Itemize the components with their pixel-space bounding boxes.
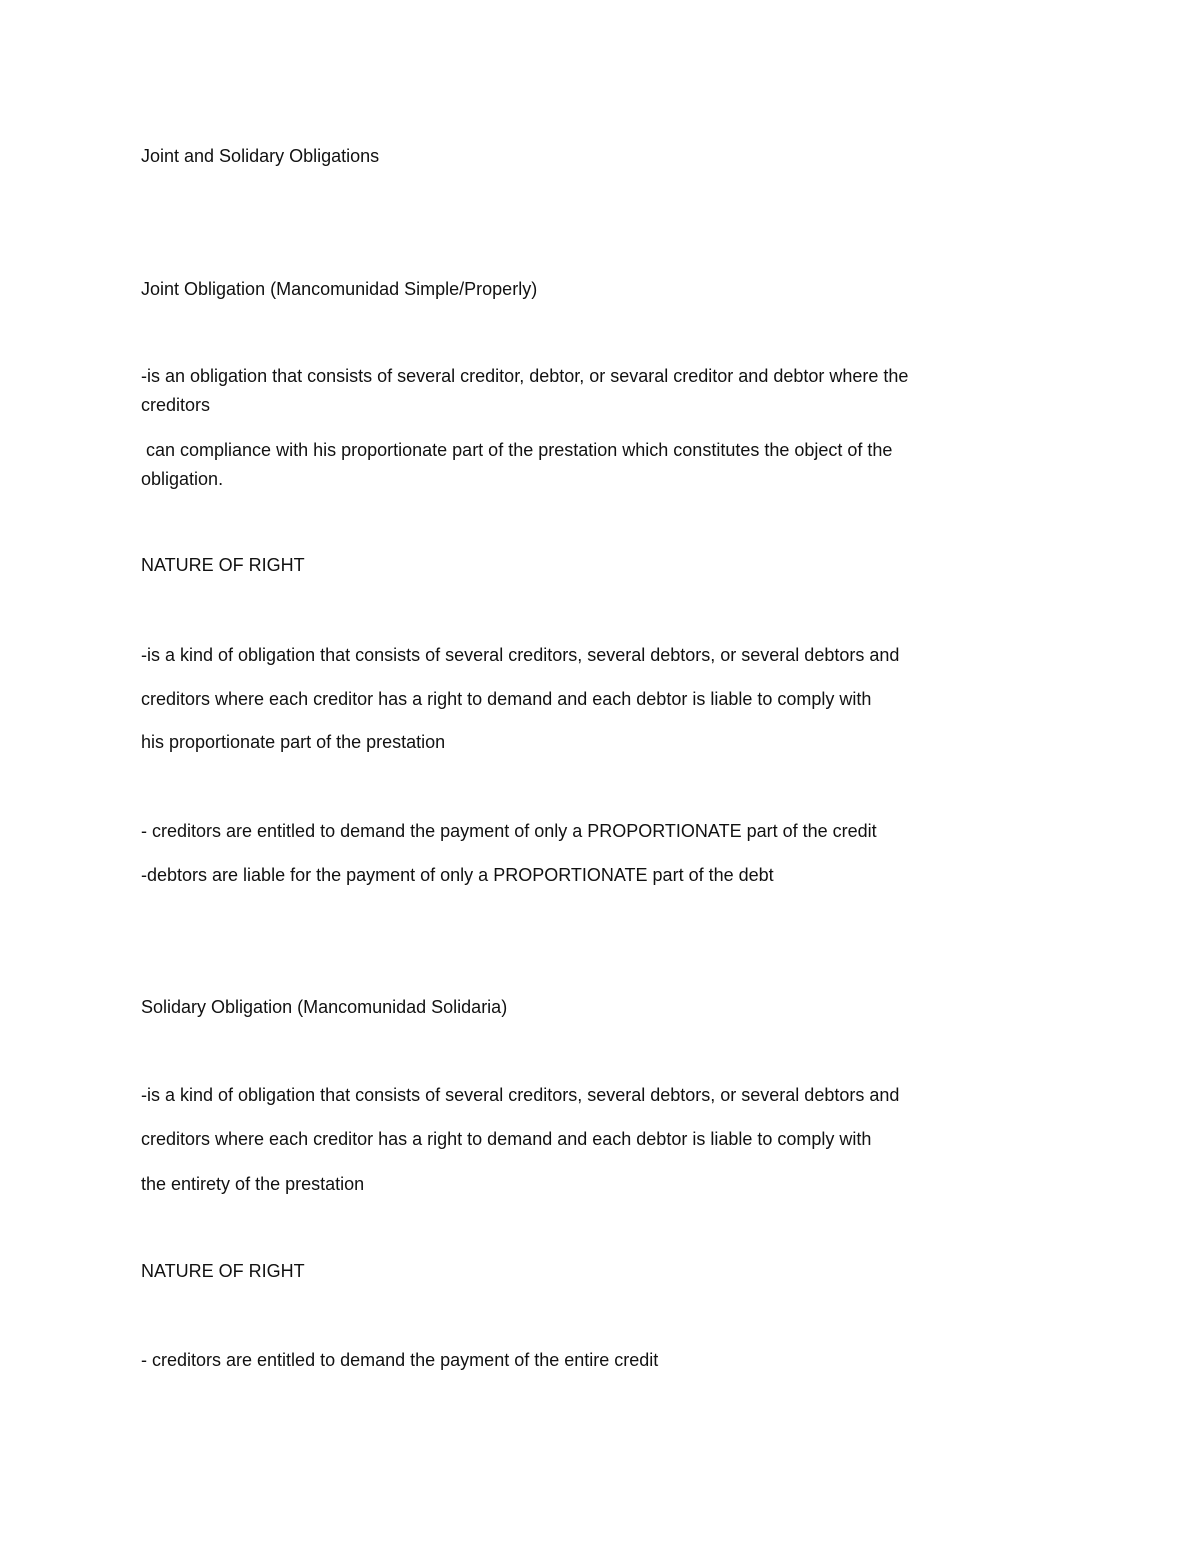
joint-creditors-bullet: - creditors are entitled to demand the payment of only a PROPORTIONATE part of the credit: [141, 821, 877, 841]
joint-definition-line: obligation.: [141, 469, 224, 489]
solidary-definition-line: -is a kind of obligation that consists of several creditors, several debtors, or several debtors and: [141, 1085, 900, 1105]
solidary-definition-line: the entirety of the prestation: [141, 1174, 365, 1194]
joint-definition-line: creditors: [141, 395, 211, 415]
document-title: Joint and Solidary Obligations: [141, 146, 380, 166]
solidary-creditors-bullet: - creditors are entitled to demand the payment of the entire credit: [141, 1350, 659, 1370]
joint-definition-line: -is an obligation that consists of several creditor, debtor, or sevaral creditor and debtor where the: [141, 366, 909, 386]
joint-nature-line: -is a kind of obligation that consists of several creditors, several debtors, or several debtors and: [141, 645, 900, 665]
joint-obligation-heading: Joint Obligation (Mancomunidad Simple/Properly): [141, 279, 538, 299]
joint-nature-line: creditors where each creditor has a right to demand and each debtor is liable to comply with: [141, 689, 872, 709]
joint-nature-line: his proportionate part of the prestation: [141, 732, 446, 752]
joint-debtors-bullet: -debtors are liable for the payment of only a PROPORTIONATE part of the debt: [141, 865, 774, 885]
solidary-nature-of-right-label: NATURE OF RIGHT: [141, 1261, 305, 1281]
solidary-definition-line: creditors where each creditor has a right to demand and each debtor is liable to comply with: [141, 1129, 872, 1149]
solidary-obligation-heading: Solidary Obligation (Mancomunidad Solidaria): [141, 997, 508, 1017]
joint-definition-line: can compliance with his proportionate part of the prestation which constitutes the object of the: [146, 440, 893, 460]
joint-nature-of-right-label: NATURE OF RIGHT: [141, 555, 305, 575]
